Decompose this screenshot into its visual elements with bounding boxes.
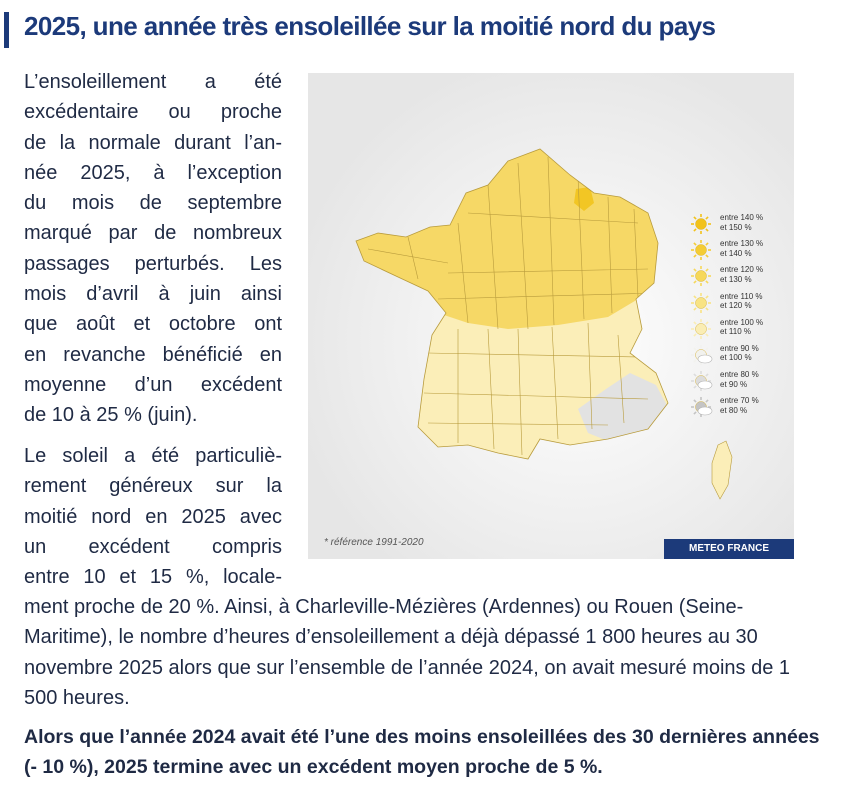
paragraph-north [24, 441, 282, 592]
map-footnote: * référence 1991-2020 [324, 537, 424, 548]
paragraph-line: de la normale durant l’an- [24, 131, 282, 154]
sun-cloud-icon [690, 344, 714, 366]
paragraph-line: en revanche bénéficié en [24, 343, 282, 366]
sun-icon [690, 213, 714, 235]
conclusion-text: Alors que l’année 2024 avait été l’une des moins ensoleillées des 30 dernières années (- 10 %), 2025 termine avec un excédent moyen proche de 5 %. [24, 726, 820, 778]
legend-label-line: et 80 % [720, 405, 748, 415]
sun-cloud-icon [690, 396, 714, 418]
legend-label-line: et 100 % [720, 353, 752, 363]
map-legend [690, 211, 790, 421]
legend-label [720, 292, 763, 311]
paragraph-line: marqué par de nombreux [24, 222, 282, 245]
legend-item [690, 263, 790, 289]
legend-label-line: entre 80 % [720, 370, 759, 380]
legend-label [720, 370, 759, 389]
legend-item [690, 211, 790, 237]
legend-item [690, 368, 790, 394]
legend-label-line: entre 90 % [720, 343, 759, 353]
paragraph-line: moitié nord en 2025 avec [24, 505, 282, 528]
legend-label-line: entre 110 % [720, 291, 763, 301]
legend-label [720, 344, 759, 363]
sun-icon [690, 265, 714, 287]
paragraph-north-continued: ment proche de 20 %. Ainsi, à Charleville-Mézières (Ardennes) ou Rouen (Seine-Maritime), le nombre d’heures d’ensoleillement a déjà dépassé 1 800 heures au 30 novembre 2025 alors que sur l’ensemble de l’année 2024, on avait mesuré moins de 1 500 heures. [24, 596, 791, 709]
legend-item [690, 290, 790, 316]
legend-label [720, 265, 763, 284]
legend-label-line: entre 120 % [720, 265, 764, 275]
legend-item [690, 237, 790, 263]
legend-label-line: entre 140 % [720, 213, 764, 222]
legend-label [720, 213, 763, 232]
legend-label-line: entre 130 % [720, 239, 764, 249]
paragraph-line: Le soleil a été particuliè- [24, 445, 282, 467]
legend-label-line: et 120 % [720, 301, 752, 311]
paragraph-line: du mois de septembre [24, 192, 282, 215]
sun-icon [690, 292, 714, 314]
legend-item [690, 394, 790, 420]
paragraph-line: un excédent compris [24, 535, 282, 558]
paragraph-line: née 2025, à l’exception [24, 161, 282, 184]
paragraph-line: mois d’avril à juin ainsi [24, 283, 282, 306]
title-accent-bar [4, 12, 9, 48]
paragraph-line: entre 10 et 15 %, locale- [24, 566, 282, 589]
paragraph-intro [24, 67, 282, 431]
legend-label [720, 318, 763, 337]
legend-label-line: et 90 % [720, 379, 748, 389]
legend-label-line: et 110 % [720, 327, 751, 337]
paragraph-line: excédentaire ou proche [24, 101, 282, 124]
sun-icon [690, 239, 714, 261]
legend-label [720, 396, 759, 415]
paragraph-line: de 10 à 25 % (juin). [24, 404, 198, 427]
sun-cloud-icon [690, 370, 714, 392]
legend-label-line: et 150 % [720, 222, 752, 232]
meteo-france-logo: METEO FRANCE [664, 539, 794, 559]
page-title: 2025, une année très ensoleillée sur la moitié nord du pays [24, 11, 716, 41]
legend-label-line: et 130 % [720, 274, 752, 284]
paragraph-line: L’ensoleillement a été [24, 71, 282, 93]
legend-label-line: entre 70 % [720, 396, 759, 406]
legend-label-line: et 140 % [720, 248, 752, 258]
paragraph-line: rement généreux sur la [24, 475, 282, 498]
paragraph-line: passages perturbés. Les [24, 252, 282, 275]
legend-item [690, 316, 790, 342]
paragraph-line: que août et octobre ont [24, 313, 282, 336]
sunshine-anomaly-map [308, 73, 794, 559]
legend-label-line: entre 100 % [720, 317, 764, 327]
legend-label [720, 239, 763, 258]
sun-icon [690, 318, 714, 340]
paragraph-line: moyenne d’un excédent [24, 373, 282, 396]
legend-item [690, 342, 790, 368]
